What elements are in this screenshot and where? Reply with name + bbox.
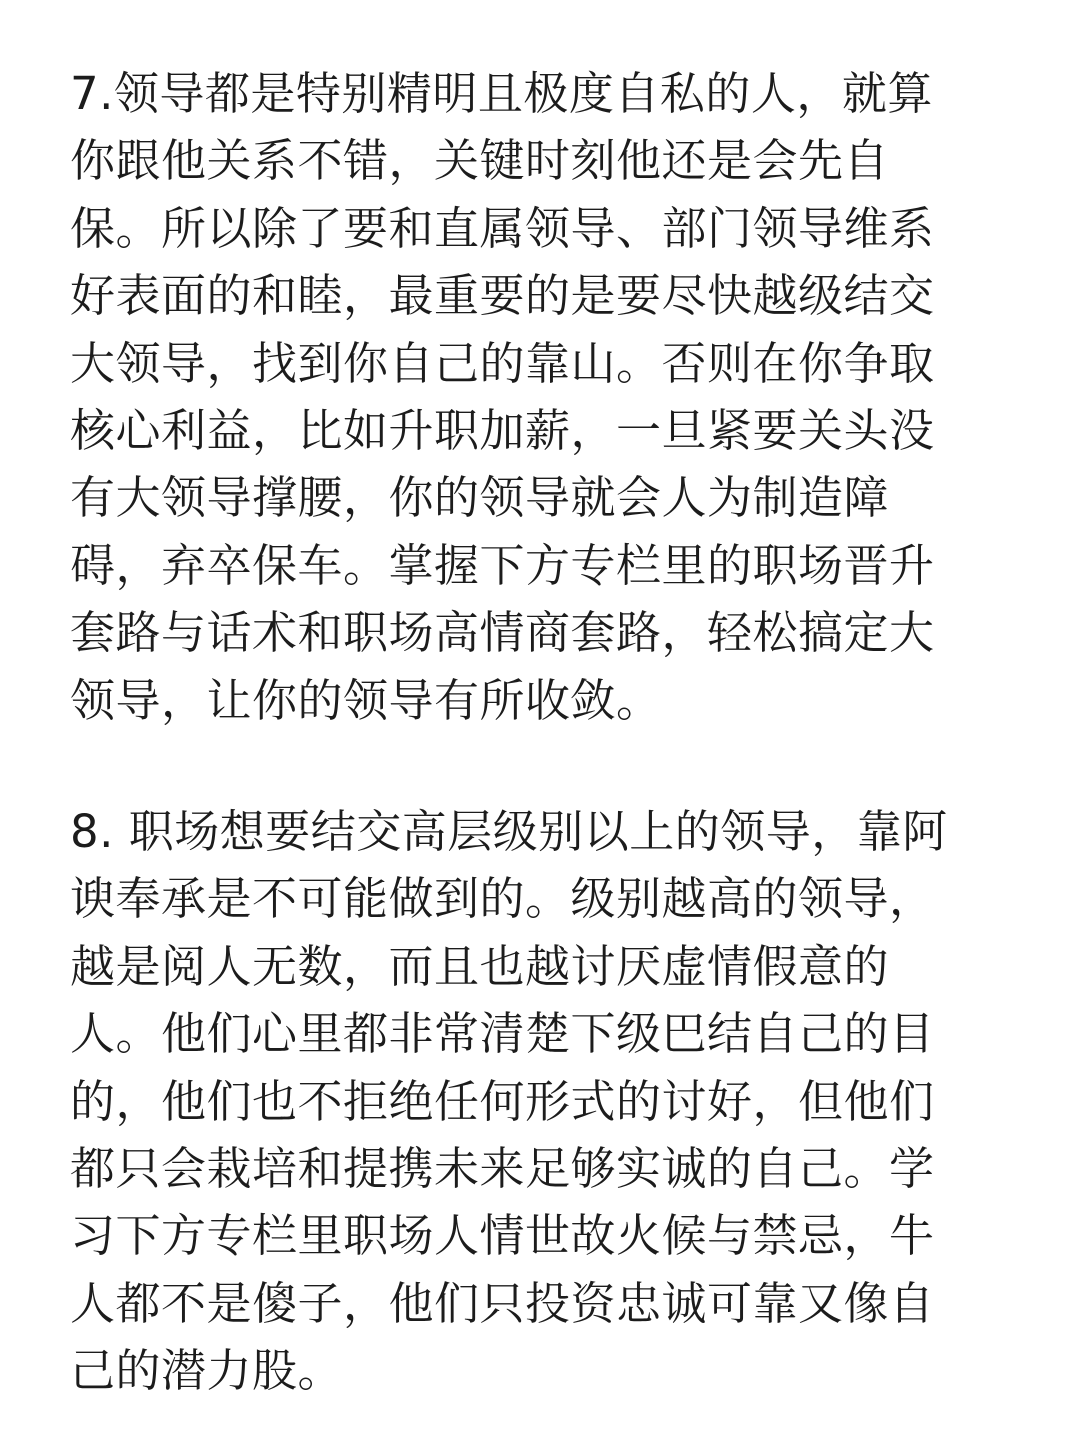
paragraph-line: 好表面的和睦，最重要的是要尽快越级结交 [70, 269, 935, 323]
paragraph-line: 大领导，找到你自己的靠山。否则在你争取 [70, 336, 935, 390]
paragraph-line: 领导，让你的领导有所收敛。 [70, 673, 662, 727]
paragraph-line: 保。所以除了要和直属领导、部门领导维系 [70, 201, 935, 255]
paragraph-line: 越是阅人无数，而且也越讨厌虚情假意的 [70, 939, 890, 993]
paragraph-line: 8. 职场想要结交高层级别以上的领导，靠阿 [70, 805, 948, 858]
paragraph-line: 7.领导都是特别精明且极度自私的人，就算 [70, 67, 933, 120]
paragraph-line: 套路与话术和职场高情商套路，轻松搞定大 [70, 606, 935, 660]
paragraph-line: 碍，弃卒保车。掌握下方专栏里的职场晋升 [70, 538, 935, 592]
paragraph-line: 都只会栽培和提携未来足够实诚的自己。学 [70, 1142, 935, 1196]
paragraph-8 [70, 798, 948, 1405]
paragraph-7 [70, 60, 935, 734]
paragraph-line: 习下方专栏里职场人情世故火候与禁忌，牛 [70, 1209, 935, 1263]
paragraph-line: 谀奉承是不可能做到的。级别越高的领导， [70, 872, 935, 926]
paragraph-line: 人。他们心里都非常清楚下级巴结自己的目 [70, 1007, 935, 1061]
paragraph-line: 核心利益，比如升职加薪，一旦紧要关头没 [70, 404, 935, 458]
paragraph-line: 己的潜力股。 [70, 1344, 344, 1398]
paragraph-line: 人都不是傻子，他们只投资忠诚可靠又像自 [70, 1276, 935, 1330]
paragraph-line: 有大领导撑腰，你的领导就会人为制造障 [70, 471, 890, 525]
paragraph-line: 的，他们也不拒绝任何形式的讨好，但他们 [70, 1074, 935, 1128]
paragraph-line: 你跟他关系不错，关键时刻他还是会先自 [70, 134, 890, 188]
